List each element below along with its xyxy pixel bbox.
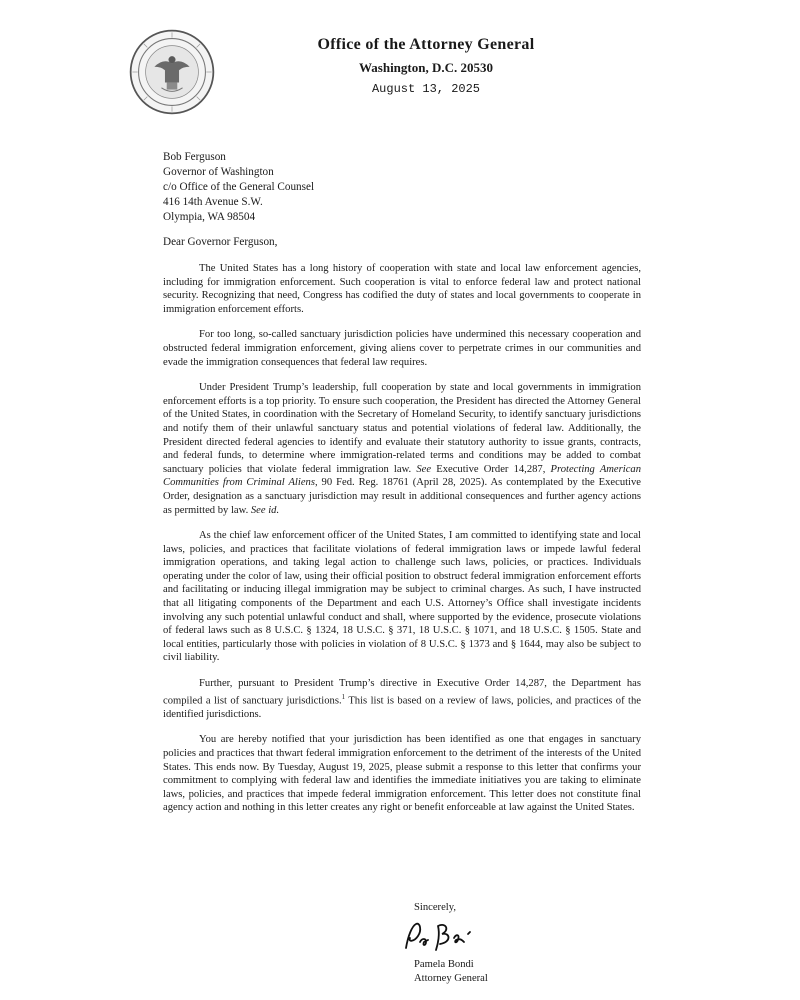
letter-date: August 13, 2025 xyxy=(371,82,481,96)
paragraph-3-continued: , 90 Fed. Reg. 18761 (April 28, 2025). As contemplated by the Executive Order, designation as a sanctuary jurisdiction may result in additional consequences and further agency actions as permitted by law. xyxy=(163,477,642,516)
paragraph-2: For too long, so-called sanctuary jurisdiction policies have undermined this necessary cooperation and obstructed federal immigration enforcement, giving aliens cover to perpetrate crimes in our communities and evade the immigration consequences that federal law requires. xyxy=(163,329,641,368)
citation-signal: See xyxy=(416,463,432,475)
paragraph-3 xyxy=(163,381,641,517)
paragraph-3-text: Under President Trump’s leadership, full cooperation by state and local governments in immigration enforcement efforts is a top priority. To ensure such cooperation, the President has directed the Attorney General of the United States, in coordination with the Secretary of Homeland Security, to identify sanctuary jurisdictions and notify them of their unlawful sanctuary status and potential violations of federal law. Additionally, the President directed federal agencies to identify and evaluate their statutory authority to issue grants, contracts, and federal funds, to determine where immigration-related terms and conditions may be added to combat sanctuary policies that violate federal immigration law. xyxy=(163,382,641,475)
letterhead-office: Office of the Attorney General xyxy=(317,36,535,53)
paragraph-6: You are hereby notified that your jurisdiction has been identified as one that engages in sanctuary policies and practices that thwart federal immigration enforcement to the detriment of the interests of the United States. This ends now. By Tuesday, August 19, 2025, please submit a response to this letter that confirms your commitment to complying with federal law and identifies the immediate initiatives you are taking to eliminate laws, policies, and practices that impede federal immigration enforcement. This letter does not constitute final agency action and nothing in this letter creates any right or benefit enforceable at law against the United States. xyxy=(163,734,641,814)
signer-title: Attorney General xyxy=(414,972,488,984)
signer-name: Pamela Bondi xyxy=(414,959,474,970)
address-line: 416 14th Avenue S.W. xyxy=(163,196,263,208)
paragraph-5 xyxy=(163,677,641,721)
footnote-marker: 1 xyxy=(341,692,346,701)
signer-block xyxy=(414,958,488,985)
salutation: Dear Governor Ferguson, xyxy=(163,236,278,248)
handwritten-signature xyxy=(398,912,498,962)
paragraph-4: As the chief law enforcement officer of the United States, I am committed to identifying state and local laws, policies, and practices that facilitate violations of federal immigration laws or impede lawful federal immigration operations, and taking legal action to challenge such laws, policies, or practices. Individuals operating under the color of law, using their official position to obstruct federal immigration enforcement efforts and facilitating or inducing illegal immigration may be subject to criminal charges. As such, I have instructed that all litigating components of the Department and each U.S. Attorney’s Office shall investigate incidents involving any such potential unlawful conduct and shall, where supported by the evidence, prosecute violations of federal laws such as 8 U.S.C. § 1324, 18 U.S.C. § 371, 18 U.S.C. § 1071, and 18 U.S.C. § 1505. State and local entities, particularly those with policies in violation of 8 U.S.C. § 1373 and § 1644, may also be subject to civil liability. xyxy=(163,530,641,664)
letter-body xyxy=(163,262,641,827)
address-line: Bob Ferguson xyxy=(163,151,226,163)
citation-see-id: See id. xyxy=(250,504,280,516)
closing: Sincerely, xyxy=(414,902,456,913)
executive-order-title: Protecting American Communities from Criminal Aliens xyxy=(163,463,642,489)
recipient-address xyxy=(163,150,314,225)
executive-order-ref: Executive Order 14,287, xyxy=(436,463,546,475)
letterhead-place: Washington, D.C. 20530 xyxy=(359,60,493,75)
paragraph-1: The United States has a long history of cooperation with state and local law enforcement agencies, including for immigration enforcement. Such cooperation is vital to enforce federal law and protect national security. Recognizing that need, Congress has codified the duty of states and local governments to cooperate in immigration enforcement efforts. xyxy=(163,263,641,315)
address-line: c/o Office of the General Counsel xyxy=(163,181,315,193)
address-line: Governor of Washington xyxy=(163,166,274,178)
address-line: Olympia, WA 98504 xyxy=(163,211,256,223)
paragraph-5-continued: This list is based on a review of laws, policies, and practices of the identified jurisdictions. xyxy=(163,695,641,720)
paragraph-5-text: Further, pursuant to President Trump’s directive in Executive Order 14,287, the Department has compiled a list of sanctuary jurisdictions. xyxy=(163,678,641,707)
